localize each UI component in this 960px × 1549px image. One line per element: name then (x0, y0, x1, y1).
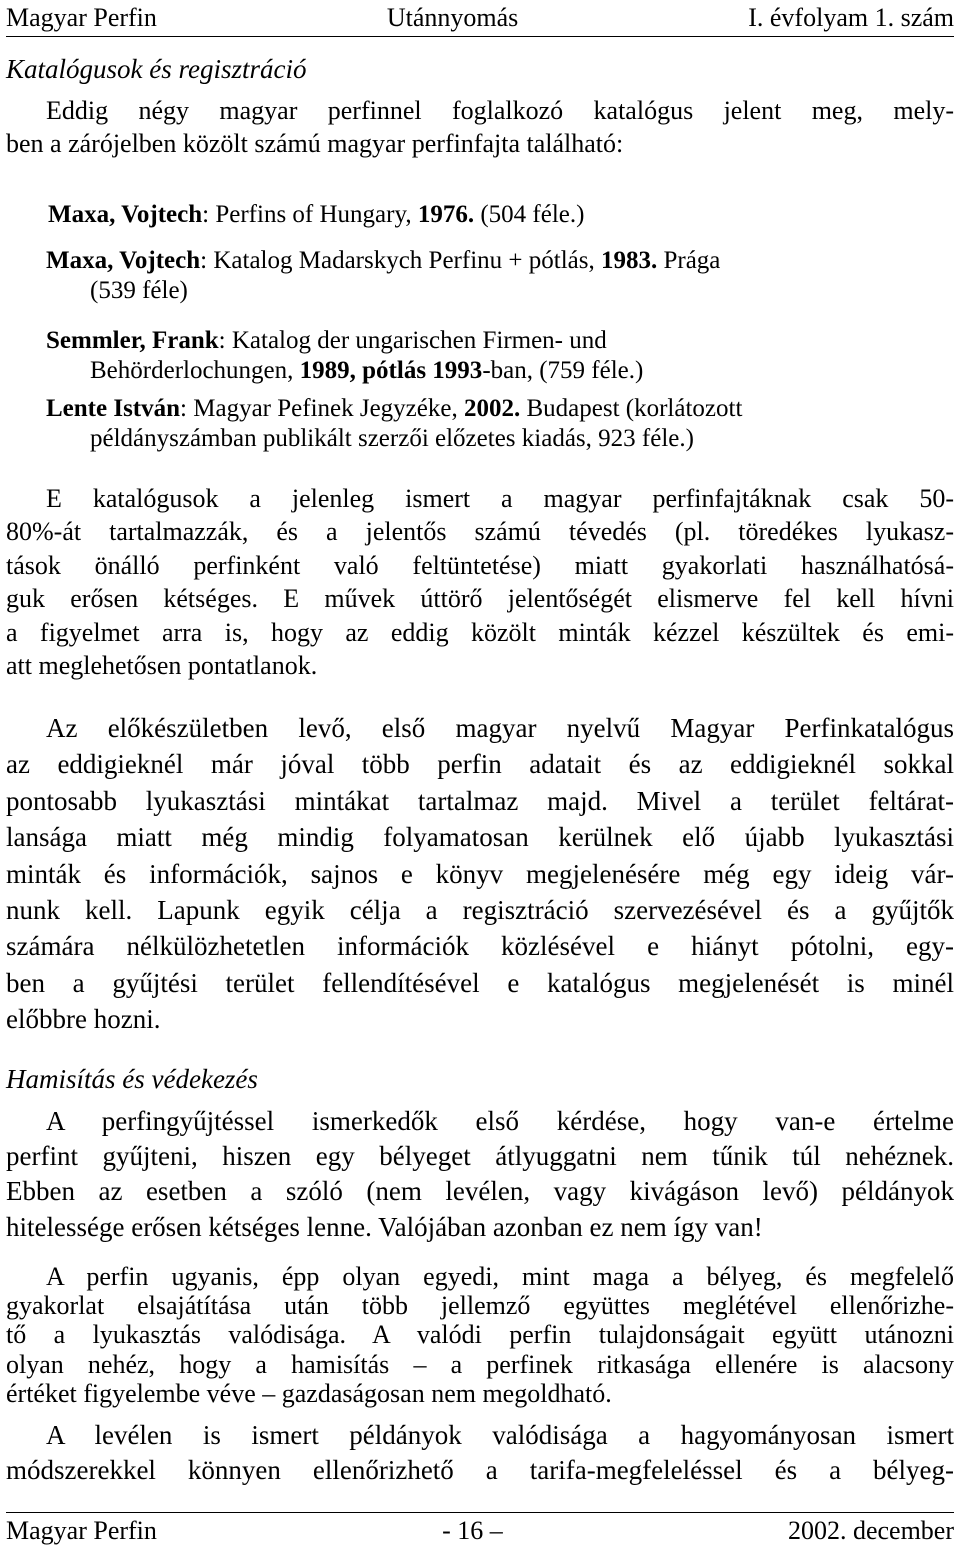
para2-line-2: 80%-át tartalmazzák, és a jelentős számú tévedés (pl. töredékes lyukasz- (6, 517, 954, 547)
catalog-4-author: Lente István (46, 395, 181, 422)
s2-para2-line-4: olyan nehéz, hogy a hamisítás – a perfinek ritkasága ellenére is alacsony (6, 1349, 954, 1379)
para2-line-3: tások önálló perfinként való feltüntetése) miatt gyakorlati használhatósá- (6, 550, 954, 580)
page-header (6, 0, 954, 37)
s2-para1-line-3: Ebben az esetben a szóló (nem levélen, vagy kivágáson levő) példányok (6, 1176, 954, 1207)
header-journal: Magyar Perfin (6, 3, 157, 32)
header-issue: I. évfolyam 1. szám (748, 3, 954, 32)
para3-line-3: pontosabb lyukasztási mintákat tartalmaz majd. Mivel a terület feltárat- (6, 785, 954, 816)
catalog-4-rest: Budapest (korlátozott (520, 395, 743, 422)
uniqueness-paragraph (6, 1262, 954, 1408)
catalog-4-year: 2002. (463, 395, 521, 422)
para2-line-6: att meglehetősen pontatlanok. (6, 651, 318, 681)
intro-line-1: Eddig négy magyar perfinnel foglalkozó katalógus jelent meg, mely- (46, 96, 954, 125)
footer-date: 2002. december (787, 1516, 954, 1545)
catalog-3-title: : Katalog der ungarischen Firmen- und (218, 327, 607, 354)
catalog-entry-4 (46, 394, 742, 454)
catalog-1-author: Maxa, Vojtech (48, 201, 203, 228)
page-footer (6, 1512, 954, 1549)
catalog-2-author: Maxa, Vojtech (46, 247, 201, 274)
catalogs-evaluation-paragraph (6, 482, 954, 682)
catalog-4-title: : Magyar Pefinek Jegyzéke, (180, 395, 464, 422)
para2-line-4: guk erősen kétséges. E művek úttörő jelentőségét elismerve fel kell hívni (6, 584, 954, 614)
section-title-catalogs: Katalógusok és regisztráció (6, 54, 307, 84)
catalog-3-author: Semmler, Frank (46, 327, 219, 354)
para3-line-7: számára nélkülözhetetlen információk közlésével e hiányt pótolni, egy- (6, 931, 954, 962)
catalog-entry-2 (46, 246, 720, 306)
para3-line-4: lansága miatt még mindig folyamatosan kerülnek elő újabb lyukasztási (6, 822, 954, 853)
catalog-1-rest: (504 féle.) (474, 201, 585, 228)
section-title-forgery: Hamisítás és védekezés (6, 1064, 258, 1094)
footer-journal: Magyar Perfin (6, 1516, 157, 1545)
para3-line-5: minták és információk, sajnos e könyv megjelenésére még egy ideig vár- (6, 858, 954, 889)
s2-para3-line-2: módszerekkel könnyen ellenőrizhető a tarifa-megfeleléssel és a bélyeg- (6, 1455, 954, 1485)
intro-paragraph (6, 94, 954, 160)
para3-line-1: Az előkészületben levő, első magyar nyelvű Magyar Perfinkatalógus (46, 713, 954, 743)
para3-line-9: előbbre hozni. (6, 1004, 161, 1035)
catalog-3-line-2a: Behörderlochungen, (90, 357, 300, 384)
catalog-entry-3 (46, 326, 643, 386)
para3-line-8: ben a gyűjtési terület fellendítésével e katalógus megjelenését is minél (6, 967, 954, 998)
s2-para2-line-5: értéket figyelembe véve – gazdaságosan nem megoldható. (6, 1378, 612, 1408)
catalog-4-line-2: példányszámban publikált szerzői előzetes kiadás, 923 féle.) (90, 425, 694, 452)
para2-line-5: a figyelmet arra is, hogy az eddig közölt minták kézzel készültek és emi- (6, 617, 954, 647)
forgery-question-paragraph (6, 1104, 954, 1245)
catalog-2-rest: Prága (657, 247, 721, 274)
catalog-1-title: : Perfins of Hungary, (202, 201, 418, 228)
catalog-entry-1 (48, 200, 584, 230)
catalog-3-line-2b: 1989, pótlás 1993 (299, 357, 483, 384)
catalog-2-title: : Katalog Madarskych Perfinu + pótlás, (200, 247, 601, 274)
s2-para1-line-1: A perfingyűjtéssel ismerkedők első kérdése, hogy van-e értelme (46, 1106, 954, 1136)
catalog-1-year: 1976. (417, 201, 475, 228)
upcoming-catalog-paragraph (6, 710, 954, 1038)
header-type: Utánnyomás (386, 3, 519, 32)
para3-line-6: nunk kell. Lapunk egyik célja a regisztráció szervezésével és a gyűjtők (6, 895, 954, 926)
catalog-2-line-2: (539 féle) (90, 277, 188, 304)
catalog-3-line-2c: -ban, (759 féle.) (482, 357, 644, 384)
footer-page-number: - 16 – (442, 1516, 503, 1545)
cover-verification-paragraph (6, 1418, 954, 1488)
intro-line-2: ben a zárójelben közölt számú magyar perfinfajta található: (6, 129, 624, 158)
s2-para2-line-1: A perfin ugyanis, épp olyan egyedi, mint maga a bélyeg, és megfelelő (46, 1262, 954, 1291)
para2-line-1: E katalógusok a jelenleg ismert a magyar perfinfajtáknak csak 50- (46, 484, 954, 513)
catalog-2-year: 1983. (600, 247, 658, 274)
s2-para3-line-1: A levélen is ismert példányok valódisága a hagyományosan ismert (46, 1420, 954, 1450)
s2-para2-line-2: gyakorlat elsajátítása után több jellemző együttes meglétével ellenőrizhe- (6, 1291, 954, 1321)
s2-para2-line-3: tő a lyukasztás valódisága. A valódi perfin tulajdonságait együtt utánozni (6, 1320, 954, 1350)
s2-para1-line-4: hitelessége erősen kétséges lenne. Valójában azonban ez nem így van! (6, 1211, 763, 1242)
para3-line-2: az eddigieknél már jóval több perfin adatait és az eddigieknél sokkal (6, 749, 954, 780)
s2-para1-line-2: perfint gyűjteni, hiszen egy bélyeget átlyuggatni nem tűnik túl nehéznek. (6, 1141, 954, 1172)
